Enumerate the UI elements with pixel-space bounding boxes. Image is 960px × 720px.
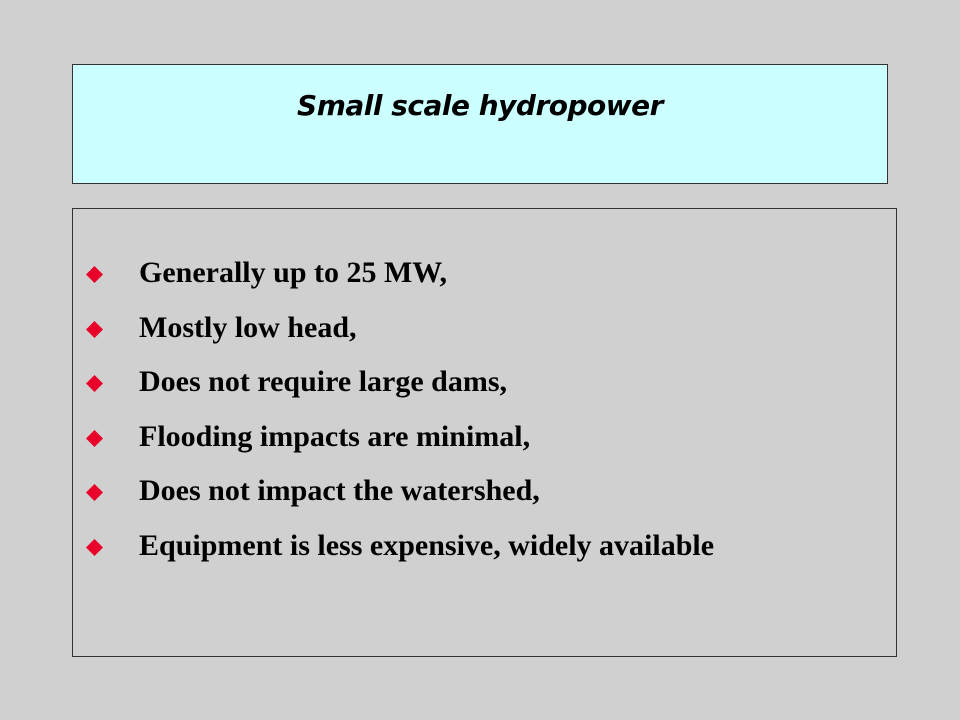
bullet-text: Mostly low head, xyxy=(139,310,357,344)
bullet-text: Flooding impacts are minimal, xyxy=(139,419,531,453)
diamond-bullet-icon xyxy=(86,375,103,392)
bullet-text: Does not require large dams, xyxy=(139,365,508,398)
bullet-text: Generally up to 25 MW, xyxy=(139,256,448,289)
slide-title: Small scale hydropower xyxy=(297,89,663,122)
bullet-text: Does not impact the watershed, xyxy=(139,474,540,507)
diamond-bullet-icon xyxy=(86,539,103,556)
bullet-text: Equipment is less expensive, widely available xyxy=(139,528,715,562)
diamond-bullet-icon xyxy=(86,266,103,283)
content-box xyxy=(72,208,897,657)
title-box xyxy=(72,64,888,184)
diamond-bullet-icon xyxy=(86,430,103,447)
diamond-bullet-icon xyxy=(86,321,103,338)
diamond-bullet-icon xyxy=(86,484,103,501)
